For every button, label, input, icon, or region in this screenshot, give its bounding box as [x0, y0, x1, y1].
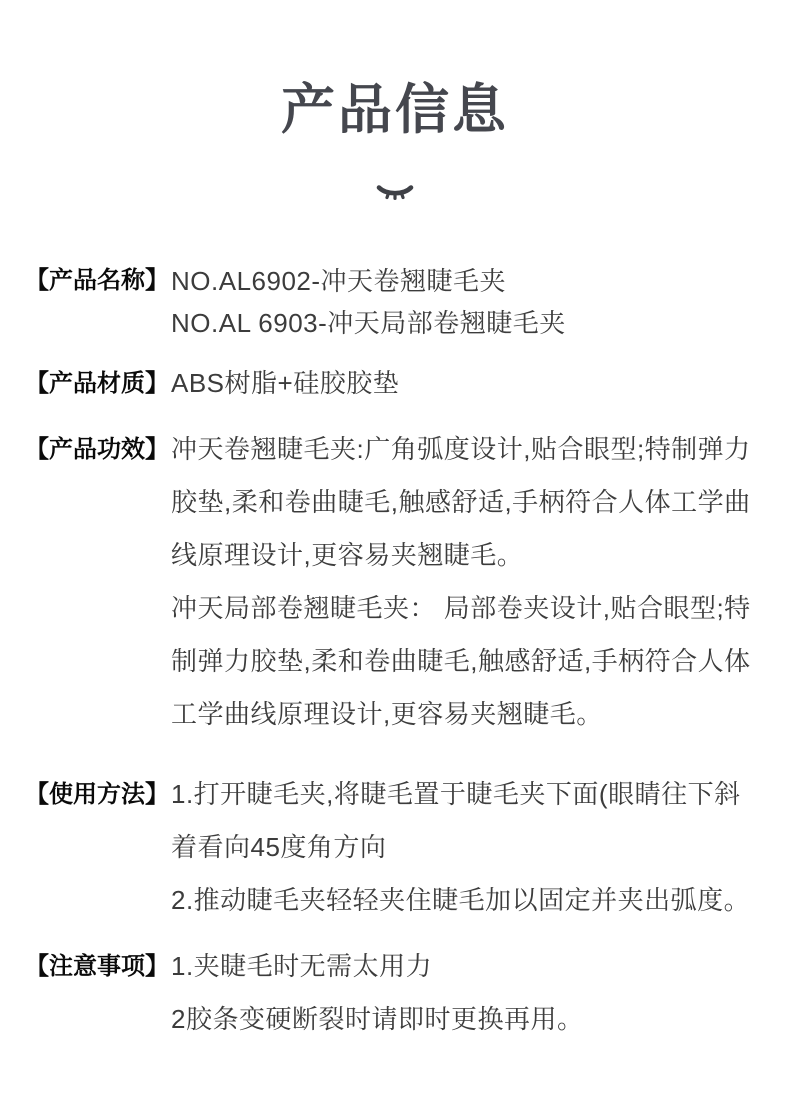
section-paragraph: 1.打开睫毛夹,将睫毛置于睫毛夹下面(眼睛往下斜着看向45度角方向 [171, 779, 741, 862]
section-content [171, 357, 764, 410]
section-paragraph: 冲天卷翘睫毛夹:广角弧度设计,贴合眼型;特制弹力胶垫,柔和卷曲睫毛,触感舒适,手柄符合人体工学曲线原理设计,更容易夹翘睫毛。 [171, 434, 751, 570]
section-paragraph: 1.夹睫毛时无需太用力 [171, 951, 433, 981]
section-label: 【注意事项】 [25, 953, 169, 980]
section-paragraph: 2.推动睫毛夹轻轻夹住睫毛加以固定并夹出弧度。 [171, 885, 751, 915]
info-section [25, 768, 764, 927]
info-section [25, 423, 764, 741]
section-label: 【产品名称】 [25, 267, 169, 294]
info-section [25, 357, 764, 410]
section-paragraph: ABS树脂+硅胶胶垫 [171, 368, 400, 398]
info-section [25, 260, 764, 344]
section-label: 【产品材质】 [25, 370, 169, 397]
page-title: 产品信息 [281, 80, 509, 140]
eyelash-icon [0, 184, 790, 200]
section-content [171, 423, 764, 741]
section-paragraph: NO.AL6902-冲天卷翘睫毛夹 [171, 266, 507, 296]
sections [0, 200, 790, 1046]
section-paragraph: 2胶条变硬断裂时请即时更换再用。 [171, 1004, 584, 1034]
section-content [171, 940, 764, 1046]
section-label: 【使用方法】 [25, 781, 169, 808]
section-paragraph: 冲天局部卷翘睫毛夹： 局部卷夹设计,贴合眼型;特制弹力胶垫,柔和卷曲睫毛,触感舒适,手柄符合人体工学曲线原理设计,更容易夹翘睫毛。 [171, 593, 751, 729]
section-label: 【产品功效】 [25, 436, 169, 463]
section-content [171, 260, 764, 344]
section-content [171, 768, 764, 927]
info-section [25, 940, 764, 1046]
section-paragraph: NO.AL 6903-冲天局部卷翘睫毛夹 [171, 308, 566, 338]
